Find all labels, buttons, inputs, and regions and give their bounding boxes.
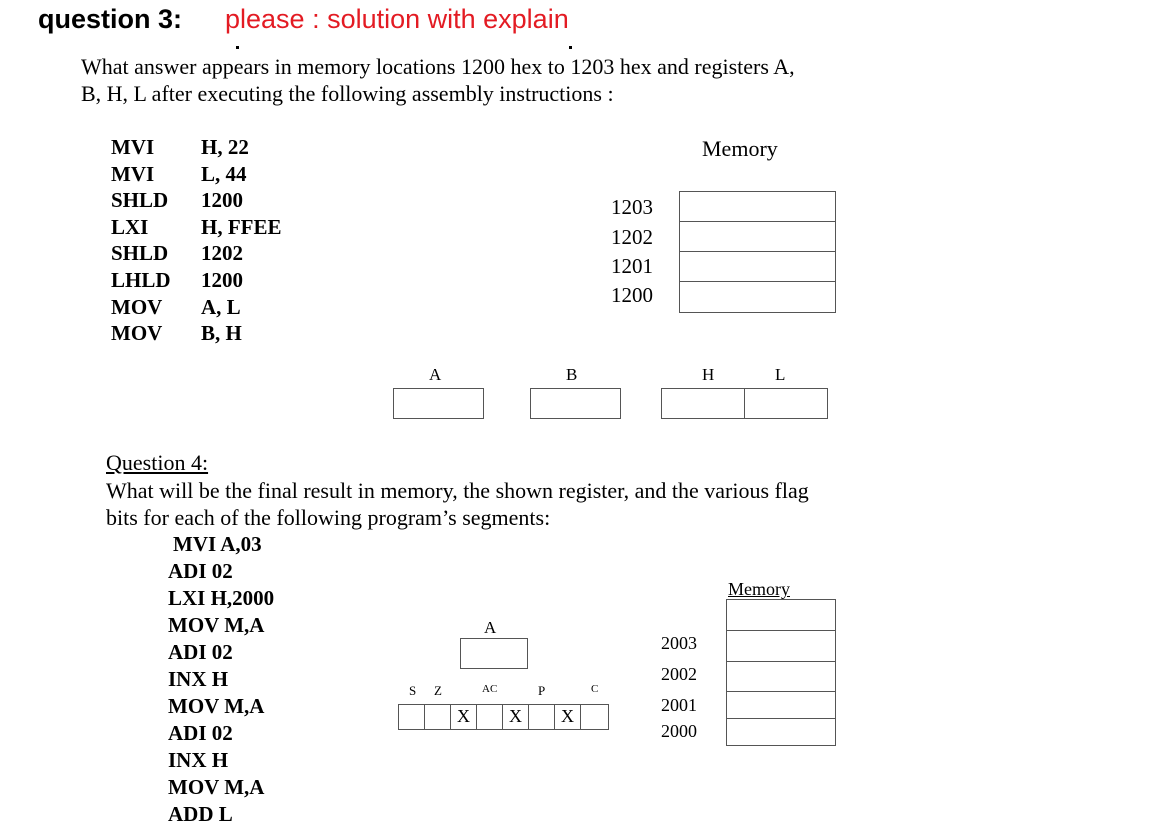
flag-unused-box: X: [502, 704, 529, 730]
instruction-opcode: SHLD: [111, 241, 169, 266]
question-4-title: Question 4:: [106, 450, 209, 475]
instruction-opcode: MOV: [111, 321, 163, 346]
register-a-label: A: [429, 365, 442, 384]
register-b-label: B: [566, 365, 578, 384]
q4-code-list: [168, 531, 274, 828]
instruction-line: [111, 161, 282, 188]
question-3-label: question 3:: [38, 4, 183, 34]
instruction-opcode: MVI: [111, 161, 155, 186]
flag-ac-box[interactable]: [476, 704, 503, 730]
memory-cell-1202[interactable]: [679, 221, 836, 252]
instruction-operand: L, 44: [201, 161, 247, 186]
code-line: ADI 02: [168, 559, 233, 583]
memory-address-label: 1202: [611, 225, 653, 249]
q4-memory-title: Memory: [728, 579, 790, 599]
flag-unused-box: X: [554, 704, 581, 730]
register-h-box[interactable]: [661, 388, 745, 419]
memory-address-label: 2003: [661, 633, 697, 653]
instruction-operand: H, 22: [201, 135, 249, 159]
memory-address-label: 2001: [661, 695, 697, 715]
flag-c-box[interactable]: [580, 704, 609, 730]
instruction-operand: B, H: [201, 321, 242, 346]
code-line: MOV M,A: [168, 694, 265, 718]
code-line: INX H: [168, 748, 229, 772]
flag-p-label: P: [538, 683, 546, 698]
flag-ac-label: AC: [482, 683, 498, 695]
question-4-text-line-2: bits for each of the following program’s segments:: [106, 505, 551, 530]
instruction-operand: A, L: [201, 294, 241, 319]
instruction-line: [111, 267, 282, 294]
q3-instruction-list: [111, 134, 282, 347]
register-l-box[interactable]: [744, 388, 828, 419]
memory-cell-1200[interactable]: [679, 281, 836, 313]
instruction-opcode: LXI: [111, 214, 149, 239]
instruction-opcode: LHLD: [111, 267, 171, 292]
flag-c-label: C: [591, 683, 599, 695]
instruction-opcode: MOV: [111, 294, 163, 319]
code-line: MOV M,A: [168, 775, 265, 799]
register-h-label: H: [702, 365, 715, 384]
memory-address-label: 1201: [611, 254, 653, 278]
instruction-line: [111, 134, 282, 161]
question-3-text-line-2: B, H, L after executing the following assembly instructions :: [81, 81, 614, 106]
question-4-text-line-1: What will be the final result in memory, the shown register, and the various flag: [106, 478, 809, 503]
instruction-operand: 1202: [201, 241, 243, 266]
instruction-line: [111, 240, 282, 267]
code-line: ADD L: [168, 802, 233, 826]
memory-cell-2000[interactable]: [726, 718, 836, 746]
instruction-line: [111, 187, 282, 214]
flag-z-label: Z: [434, 683, 442, 698]
code-line: MOV M,A: [168, 613, 265, 637]
memory-address-label: 2000: [661, 721, 697, 741]
memory-address-label: 1203: [611, 195, 653, 219]
register-a-box[interactable]: [393, 388, 484, 419]
instruction-operand: 1200: [201, 188, 243, 213]
flag-z-box[interactable]: [424, 704, 451, 730]
flag-unused-box: X: [450, 704, 477, 730]
instruction-operand: H, FFEE: [201, 214, 282, 239]
q3-memory-title: Memory: [702, 136, 778, 161]
register-l-label: L: [775, 365, 786, 384]
q4-register-a-label: A: [484, 618, 497, 637]
flag-p-box[interactable]: [528, 704, 555, 730]
code-line: ADI 02: [168, 721, 233, 745]
instruction-line: [111, 294, 282, 321]
code-line: MVI A,03: [173, 532, 262, 556]
q4-register-a-box[interactable]: [460, 638, 528, 669]
flag-s-box[interactable]: [398, 704, 425, 730]
code-line: LXI H,2000: [168, 586, 275, 610]
code-line: INX H: [168, 667, 229, 691]
memory-cell-2003[interactable]: [726, 630, 836, 662]
instruction-line: [111, 320, 282, 347]
question-3-note: please : solution with explain: [225, 4, 569, 34]
instruction-operand: 1200: [201, 267, 243, 292]
memory-cell-1203[interactable]: [679, 191, 836, 222]
memory-address-label: 2002: [661, 664, 697, 684]
ink-dot: [236, 46, 239, 49]
question-3-text-line-1: What answer appears in memory locations 1200 hex to 1203 hex and registers A,: [81, 54, 795, 79]
instruction-opcode: SHLD: [111, 188, 169, 213]
memory-cell-2002[interactable]: [726, 661, 836, 692]
ink-dot: [569, 46, 572, 49]
register-b-box[interactable]: [530, 388, 621, 419]
memory-cell-top[interactable]: [726, 599, 836, 631]
memory-address-label: 1200: [611, 283, 653, 307]
memory-cell-2001[interactable]: [726, 691, 836, 719]
code-line: ADI 02: [168, 640, 233, 664]
instruction-opcode: MVI: [111, 135, 155, 159]
memory-cell-1201[interactable]: [679, 251, 836, 282]
instruction-line: [111, 214, 282, 241]
flag-s-label: S: [409, 683, 417, 698]
